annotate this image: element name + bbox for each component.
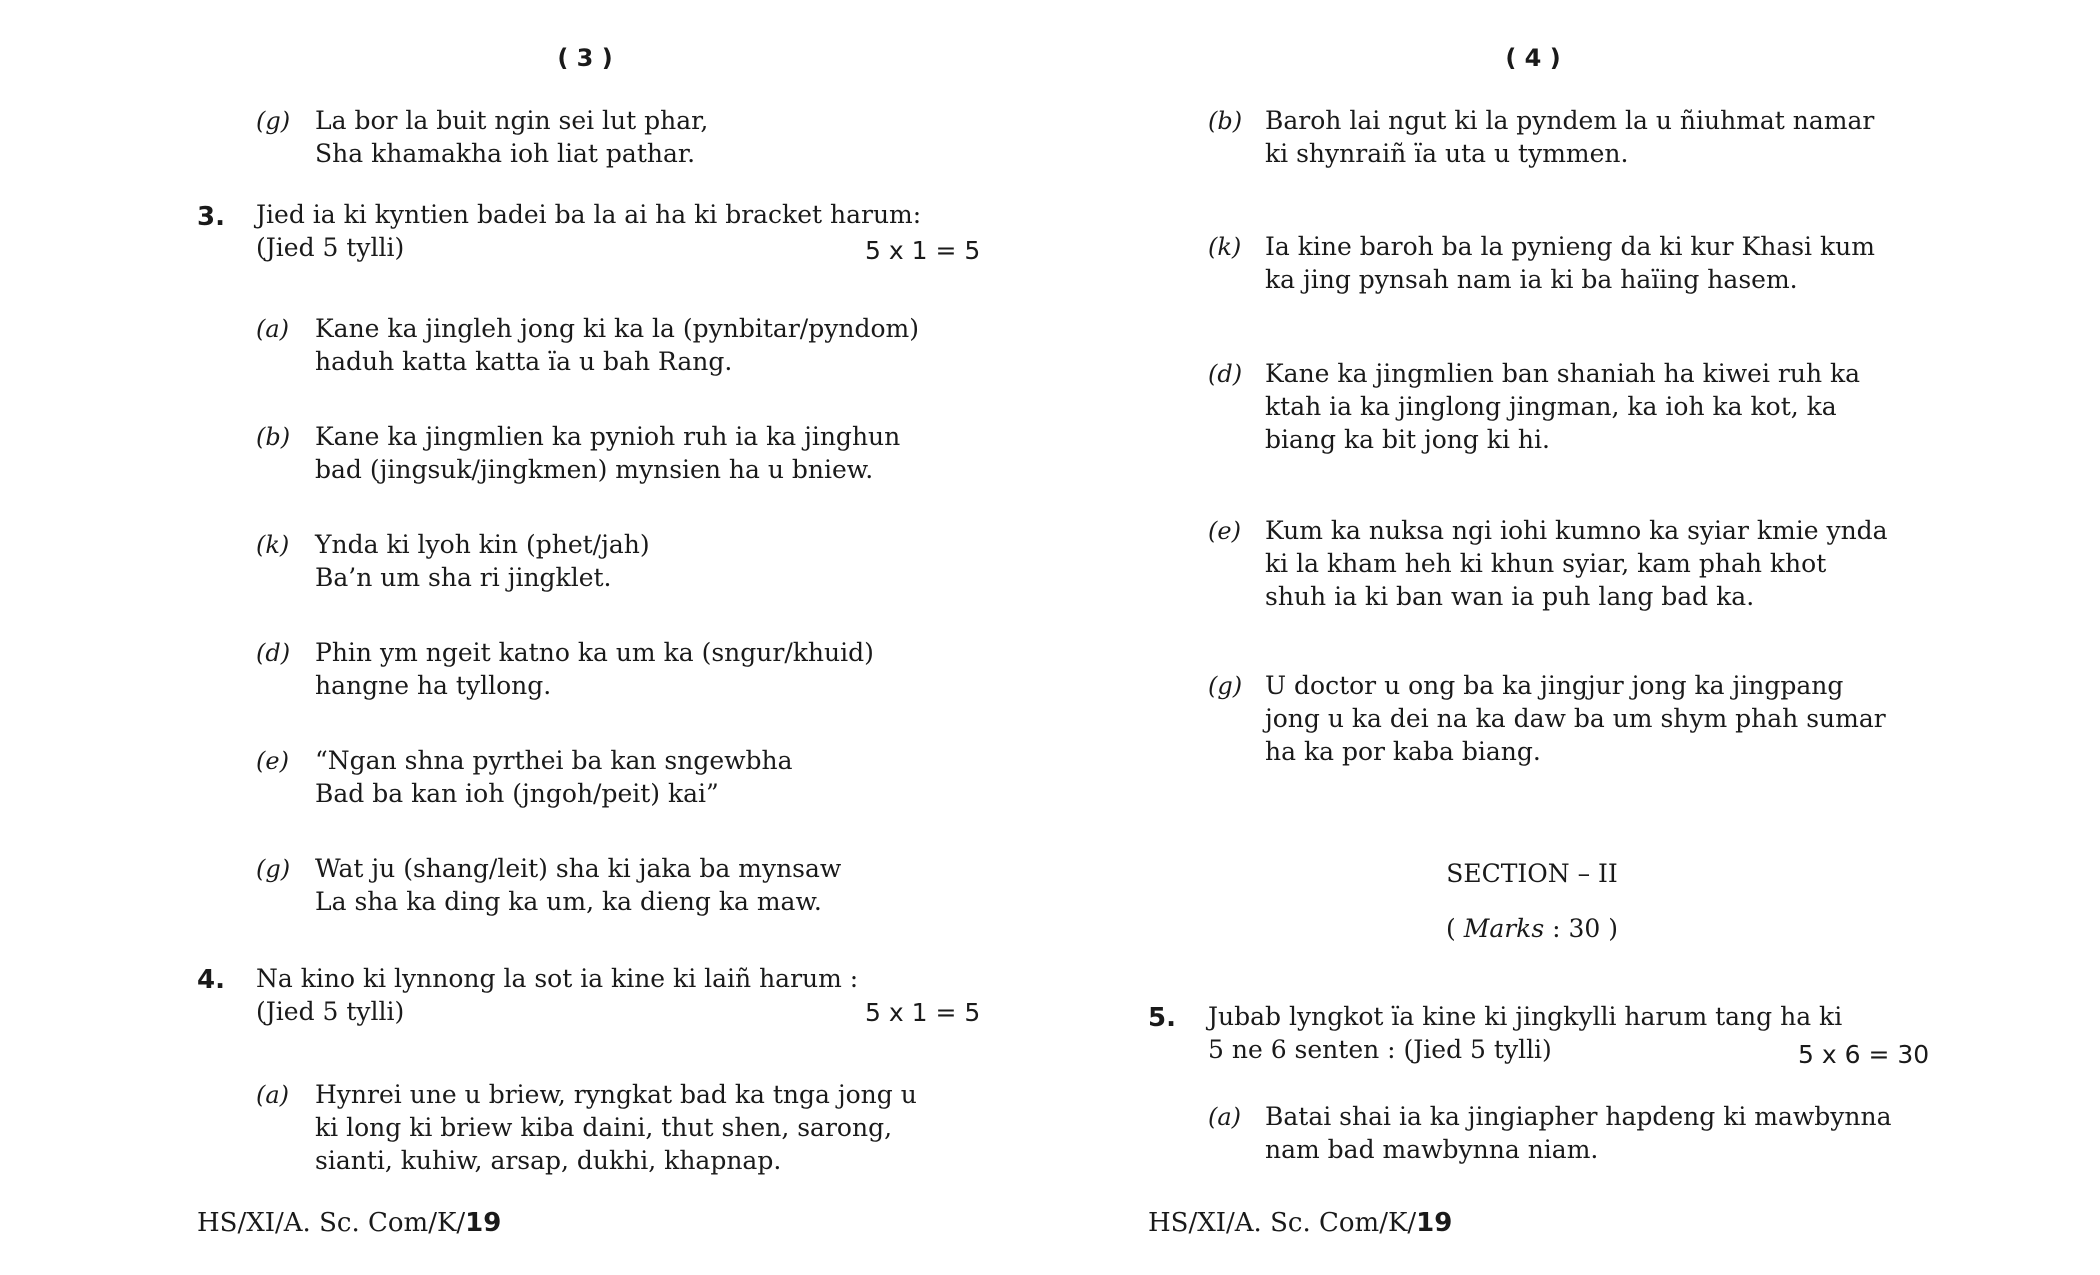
question-number-3: 3. bbox=[197, 202, 225, 232]
item-text bbox=[315, 420, 900, 486]
section-marks-word: Marks bbox=[1463, 914, 1545, 943]
item-line: Batai shai ia ka jingiapher hapdeng ki mawbynna bbox=[1265, 1102, 1892, 1131]
item-label: (a) bbox=[1208, 1103, 1242, 1131]
footer-number: 19 bbox=[1416, 1208, 1453, 1238]
item-text bbox=[1265, 104, 1874, 170]
item-label: (g) bbox=[256, 107, 291, 135]
item-text bbox=[315, 1078, 917, 1177]
item-line: Kane ka jingmlien ban shaniah ha kiwei ruh ka bbox=[1265, 359, 1861, 388]
item-label: (g) bbox=[1208, 672, 1243, 700]
question-line: Jubab lyngkot ïa kine ki jingkylli harum tang ha ki bbox=[1208, 1002, 1843, 1031]
item-line: La bor la buit ngin sei lut phar, bbox=[315, 106, 709, 135]
item-line: ha ka por kaba biang. bbox=[1265, 737, 1541, 766]
question-3-text bbox=[256, 198, 921, 264]
item-line: hangne ha tyllong. bbox=[315, 671, 552, 700]
item-line: “Ngan shna pyrthei ba kan sngewbha bbox=[315, 746, 793, 775]
footer-right bbox=[1148, 1208, 1452, 1238]
section-title: SECTION – II bbox=[1446, 859, 1618, 888]
item-label: (g) bbox=[256, 855, 291, 883]
section-marks-rest: : 30 ) bbox=[1544, 914, 1618, 943]
item-text bbox=[1265, 230, 1875, 296]
item-text bbox=[315, 104, 708, 170]
item-label: (d) bbox=[1208, 360, 1243, 388]
item-label: (e) bbox=[256, 747, 289, 775]
item-label: (a) bbox=[256, 1081, 290, 1109]
item-line: ka jing pynsah nam ia ki ba haïing hasem. bbox=[1265, 265, 1798, 294]
question-5-text bbox=[1208, 1000, 1842, 1066]
item-label: (e) bbox=[1208, 517, 1241, 545]
question-3-marks: 5 x 1 = 5 bbox=[865, 236, 981, 265]
item-line: Kane ka jingmlien ka pynioh ruh ia ka jinghun bbox=[315, 422, 901, 451]
item-label: (a) bbox=[256, 315, 290, 343]
item-line: biang ka bit jong ki hi. bbox=[1265, 425, 1550, 454]
item-label: (k) bbox=[1208, 233, 1242, 261]
footer-number: 19 bbox=[465, 1208, 502, 1238]
item-line: Phin ym ngeit katno ka um ka (sngur/khuid) bbox=[315, 638, 874, 667]
item-line: shuh ia ki ban wan ia puh lang bad ka. bbox=[1265, 582, 1755, 611]
item-line: Hynrei une u briew, ryngkat bad ka tnga jong u bbox=[315, 1080, 917, 1109]
item-line: Ynda ki lyoh kin (phet/jah) bbox=[315, 530, 650, 559]
question-4-text bbox=[256, 962, 858, 1028]
item-line: ki la kham heh ki khun syiar, kam phah khot bbox=[1265, 549, 1827, 578]
item-line: Sha khamakha ioh liat pathar. bbox=[315, 139, 696, 168]
item-text bbox=[1265, 669, 1886, 768]
item-line: Ba’n um sha ri jingklet. bbox=[315, 563, 612, 592]
item-text bbox=[1265, 357, 1860, 456]
item-text bbox=[315, 744, 793, 810]
item-text bbox=[1265, 514, 1888, 613]
item-line: sianti, kuhiw, arsap, dukhi, khapnap. bbox=[315, 1146, 782, 1175]
item-line: ktah ia ka jinglong jingman, ka ioh ka kot, ka bbox=[1265, 392, 1837, 421]
item-line: nam bad mawbynna niam. bbox=[1265, 1135, 1599, 1164]
question-number-5: 5. bbox=[1148, 1003, 1176, 1033]
question-line: (Jied 5 tylli) bbox=[256, 233, 405, 262]
item-text bbox=[1265, 1100, 1892, 1166]
item-line: La sha ka ding ka um, ka dieng ka maw. bbox=[315, 887, 822, 916]
item-label: (k) bbox=[256, 531, 290, 559]
item-line: Ia kine baroh ba la pynieng da ki kur Khasi kum bbox=[1265, 232, 1875, 261]
item-line: Kum ka nuksa ngi iohi kumno ka syiar kmie ynda bbox=[1265, 516, 1888, 545]
item-text bbox=[315, 528, 650, 594]
item-text bbox=[315, 852, 841, 918]
item-line: Wat ju (shang/leit) sha ki jaka ba mynsaw bbox=[315, 854, 842, 883]
page-number-left: ( 3 ) bbox=[557, 44, 613, 72]
item-line: U doctor u ong ba ka jingjur jong ka jingpang bbox=[1265, 671, 1844, 700]
question-number-4: 4. bbox=[197, 965, 225, 995]
item-label: (b) bbox=[256, 423, 291, 451]
section-marks bbox=[1332, 912, 1732, 945]
item-line: Baroh lai ngut ki la pyndem la u ñiuhmat namar bbox=[1265, 106, 1875, 135]
item-line: ki long ki briew kiba daini, thut shen, sarong, bbox=[315, 1113, 893, 1142]
item-text bbox=[315, 636, 874, 702]
question-5-marks: 5 x 6 = 30 bbox=[1798, 1040, 1930, 1069]
item-line: jong u ka dei na ka daw ba um shym phah sumar bbox=[1265, 704, 1886, 733]
question-line: 5 ne 6 senten : (Jied 5 tylli) bbox=[1208, 1035, 1552, 1064]
footer-code: HS/XI/A. Sc. Com/K/ bbox=[197, 1208, 466, 1238]
item-line: haduh katta katta ïa u bah Rang. bbox=[315, 347, 733, 376]
section-marks-open: ( bbox=[1446, 914, 1464, 943]
question-line: Na kino ki lynnong la sot ia kine ki laiñ harum : bbox=[256, 964, 859, 993]
footer-left bbox=[197, 1208, 501, 1238]
item-text bbox=[315, 312, 919, 378]
item-line: ki shynraiñ ïa uta u tymmen. bbox=[1265, 139, 1629, 168]
item-line: Kane ka jingleh jong ki ka la (pynbitar/pyndom) bbox=[315, 314, 919, 343]
question-4-marks: 5 x 1 = 5 bbox=[865, 998, 981, 1027]
item-label: (d) bbox=[256, 639, 291, 667]
item-label: (b) bbox=[1208, 107, 1243, 135]
item-line: bad (jingsuk/jingkmen) mynsien ha u bniew. bbox=[315, 455, 874, 484]
question-line: (Jied 5 tylli) bbox=[256, 997, 405, 1026]
page-number-right: ( 4 ) bbox=[1505, 44, 1561, 72]
question-line: Jied ia ki kyntien badei ba la ai ha ki bracket harum: bbox=[256, 200, 922, 229]
item-line: Bad ba kan ioh (jngoh/peit) kai” bbox=[315, 779, 719, 808]
footer-code: HS/XI/A. Sc. Com/K/ bbox=[1148, 1208, 1417, 1238]
